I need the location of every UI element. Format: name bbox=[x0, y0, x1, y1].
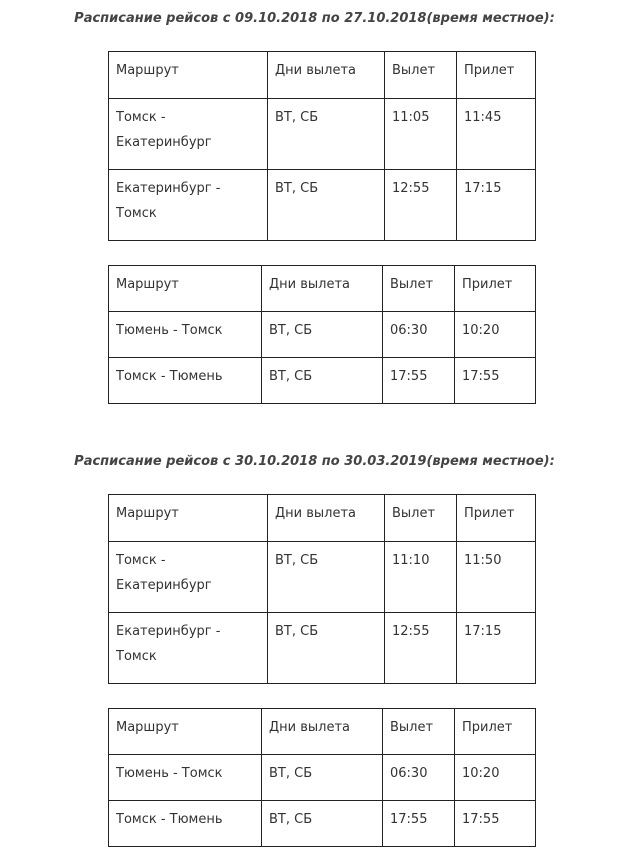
departure-time-cell: 17:55 bbox=[383, 801, 455, 847]
route-cell: Тюмень - Томск bbox=[109, 312, 262, 358]
days-cell: ВТ, СБ bbox=[268, 170, 385, 241]
table-row bbox=[109, 170, 536, 241]
table-row bbox=[109, 542, 536, 613]
column-header-departure: Вылет bbox=[385, 52, 457, 99]
column-header-arrival: Прилет bbox=[457, 52, 536, 99]
schedule-table-tyumen-tomsk bbox=[108, 708, 536, 847]
column-header-days: Дни вылета bbox=[262, 709, 383, 755]
days-cell: ВТ, СБ bbox=[268, 99, 385, 170]
table-row bbox=[109, 312, 536, 358]
schedule-table-tomsk-ekaterinburg bbox=[108, 494, 536, 684]
route-cell: Томск - Екатеринбург bbox=[109, 542, 268, 613]
table-row bbox=[109, 755, 536, 801]
departure-time-cell: 06:30 bbox=[383, 755, 455, 801]
route-cell: Томск - Тюмень bbox=[109, 801, 262, 847]
table-row bbox=[109, 358, 536, 404]
route-cell: Екатеринбург - Томск bbox=[109, 170, 268, 241]
column-header-days: Дни вылета bbox=[268, 52, 385, 99]
column-header-days: Дни вылета bbox=[268, 495, 385, 542]
schedule-table-tyumen-tomsk bbox=[108, 265, 536, 404]
table-header-row bbox=[109, 266, 536, 312]
arrival-time-cell: 10:20 bbox=[455, 755, 536, 801]
route-cell: Екатеринбург - Томск bbox=[109, 613, 268, 684]
days-cell: ВТ, СБ bbox=[268, 613, 385, 684]
arrival-time-cell: 11:45 bbox=[457, 99, 536, 170]
column-header-arrival: Прилет bbox=[455, 709, 536, 755]
arrival-time-cell: 17:15 bbox=[457, 170, 536, 241]
table-row bbox=[109, 801, 536, 847]
arrival-time-cell: 17:55 bbox=[455, 358, 536, 404]
column-header-days: Дни вылета bbox=[262, 266, 383, 312]
arrival-time-cell: 10:20 bbox=[455, 312, 536, 358]
days-cell: ВТ, СБ bbox=[262, 755, 383, 801]
days-cell: ВТ, СБ bbox=[262, 801, 383, 847]
route-cell: Томск - Екатеринбург bbox=[109, 99, 268, 170]
days-cell: ВТ, СБ bbox=[262, 312, 383, 358]
days-cell: ВТ, СБ bbox=[262, 358, 383, 404]
departure-time-cell: 12:55 bbox=[385, 170, 457, 241]
departure-time-cell: 17:55 bbox=[383, 358, 455, 404]
departure-time-cell: 06:30 bbox=[383, 312, 455, 358]
route-cell: Томск - Тюмень bbox=[109, 358, 262, 404]
table-header-row bbox=[109, 495, 536, 542]
departure-time-cell: 12:55 bbox=[385, 613, 457, 684]
schedule-period-heading: Расписание рейсов с 30.10.2018 по 30.03.2019(время местное): bbox=[74, 454, 555, 469]
arrival-time-cell: 17:15 bbox=[457, 613, 536, 684]
schedule-period-heading: Расписание рейсов с 09.10.2018 по 27.10.2018(время местное): bbox=[74, 11, 555, 26]
column-header-departure: Вылет bbox=[383, 709, 455, 755]
arrival-time-cell: 17:55 bbox=[455, 801, 536, 847]
table-header-row bbox=[109, 52, 536, 99]
schedule-table-tomsk-ekaterinburg bbox=[108, 51, 536, 241]
table-row bbox=[109, 613, 536, 684]
table-row bbox=[109, 99, 536, 170]
column-header-arrival: Прилет bbox=[457, 495, 536, 542]
column-header-arrival: Прилет bbox=[455, 266, 536, 312]
table-header-row bbox=[109, 709, 536, 755]
column-header-departure: Вылет bbox=[383, 266, 455, 312]
column-header-departure: Вылет bbox=[385, 495, 457, 542]
route-cell: Тюмень - Томск bbox=[109, 755, 262, 801]
arrival-time-cell: 11:50 bbox=[457, 542, 536, 613]
departure-time-cell: 11:10 bbox=[385, 542, 457, 613]
column-header-route: Маршрут bbox=[109, 266, 262, 312]
departure-time-cell: 11:05 bbox=[385, 99, 457, 170]
column-header-route: Маршрут bbox=[109, 495, 268, 542]
column-header-route: Маршрут bbox=[109, 709, 262, 755]
days-cell: ВТ, СБ bbox=[268, 542, 385, 613]
column-header-route: Маршрут bbox=[109, 52, 268, 99]
